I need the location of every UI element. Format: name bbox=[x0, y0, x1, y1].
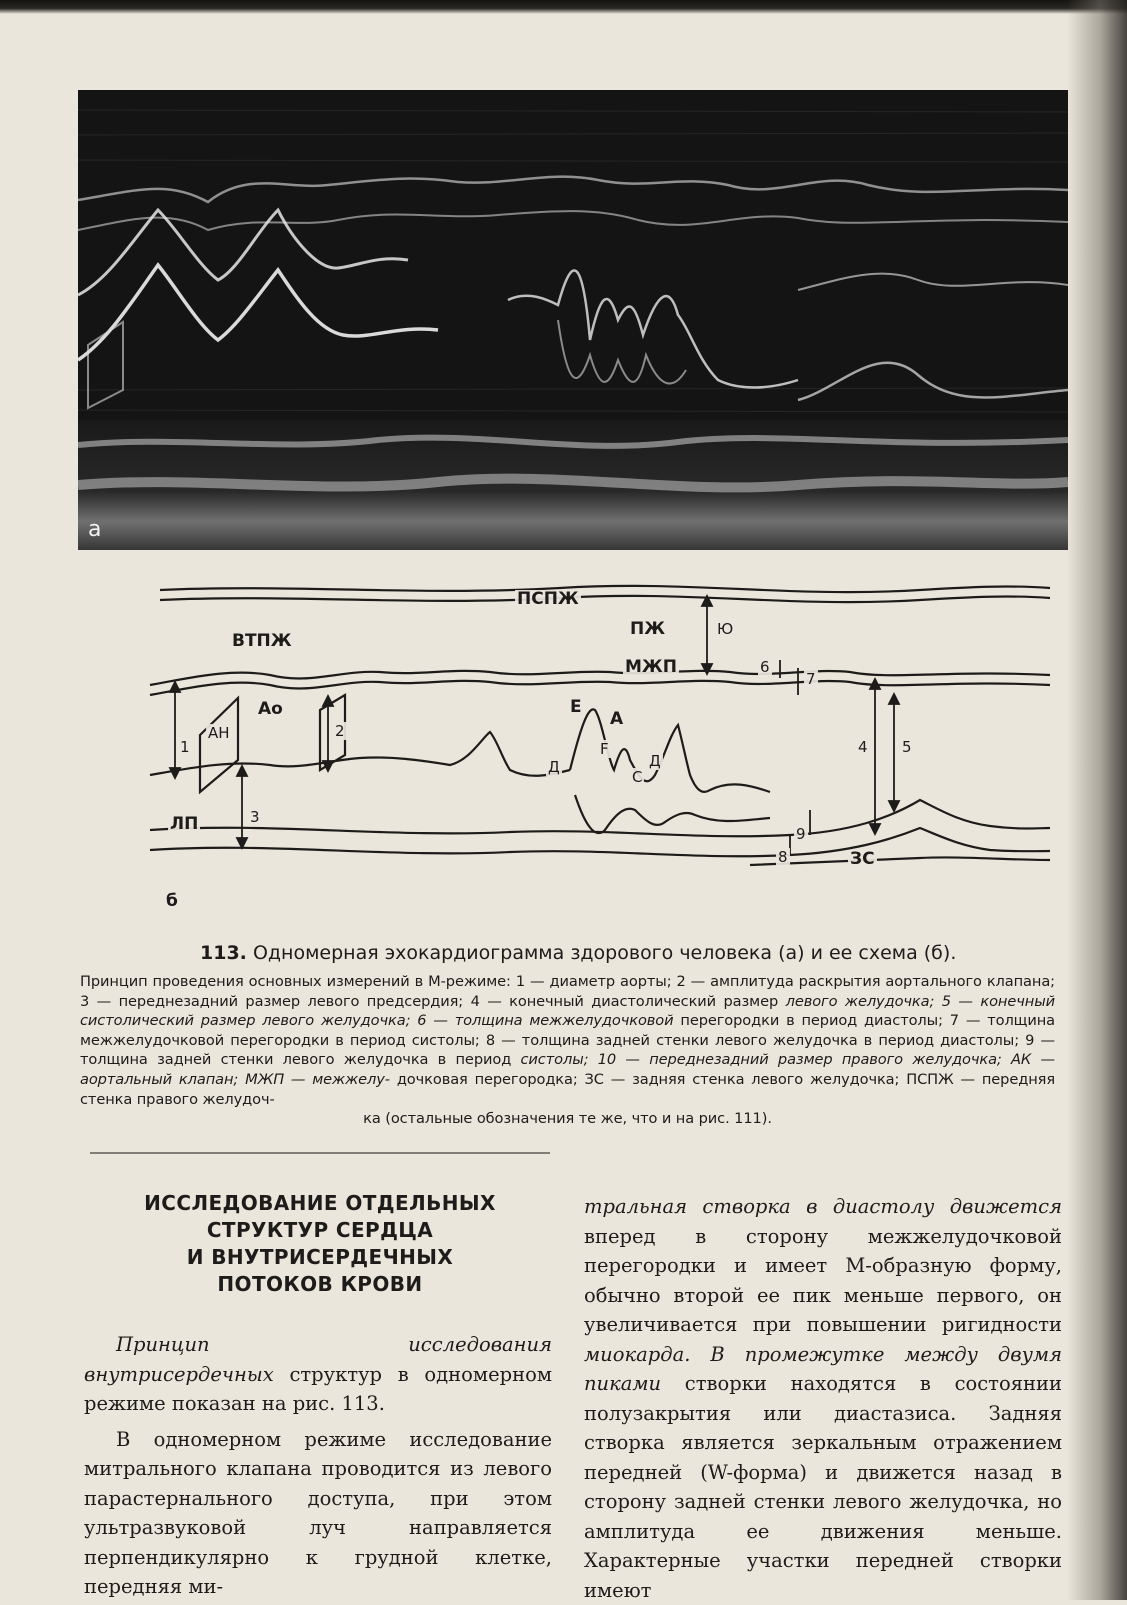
paragraph-1-text: структур в одномерном режиме показан на рис. 113. bbox=[84, 1362, 552, 1415]
page-top-edge bbox=[0, 0, 1127, 14]
right-italic-2: миокарда. В промежутке между двумя пиками bbox=[584, 1342, 1062, 1395]
right-text-2: створки находятся в состоянии полузакрытия или диастазиса. Задняя створка является зеркальным отражением передней (W-форма) и движется назад в сторону задней стенки левого желудочка, но амплитуда ее движения меньше. Характерные участки передней створки имеют bbox=[584, 1372, 1062, 1602]
section-heading bbox=[80, 1190, 560, 1298]
echocardiogram-photo bbox=[78, 90, 1068, 550]
label-pzh: ПЖ bbox=[630, 619, 666, 639]
label-mzhp: МЖП bbox=[625, 657, 677, 677]
label-4: 4 bbox=[858, 738, 868, 756]
label-ao: Ао bbox=[258, 699, 283, 719]
echo-scheme bbox=[90, 560, 1070, 930]
label-a: А bbox=[610, 709, 624, 729]
scheme-lines bbox=[90, 560, 1070, 930]
caption-italic-1: левого желудочка; 5 — конечный систолический размер левого желудочка; 6 — толщина межжелудочковой bbox=[80, 992, 1055, 1030]
caption-text-1: Принцип проведения основных измерений в М-режиме: 1 — диаметр аорты; 2 — амплитуда раскрытия аортального клапана; 3 — переднезадний размер левого предсердия; 4 — конечный диастолический размер bbox=[80, 973, 1055, 1010]
heading-line-2: СТРУКТУР СЕРДЦА bbox=[206, 1218, 434, 1242]
page-binding-shadow bbox=[1067, 0, 1127, 1600]
label-e: Е bbox=[570, 697, 582, 717]
caption-text-3: дочковая перегородка; ЗС — задняя стенка левого желудочка; ПСПЖ — передняя стенка правого желудоч- bbox=[80, 1070, 1055, 1108]
label-c: С bbox=[632, 768, 643, 786]
figure-caption-body bbox=[80, 972, 1055, 1129]
label-zs: ЗС bbox=[850, 849, 875, 869]
heading-line-4: ПОТОКОВ КРОВИ bbox=[217, 1272, 423, 1296]
paragraph-2: В одномерном режиме исследование митрального клапана проводится из левого парастернального доступа, при этом ультразвуковой луч направляется перпендикулярно к грудной клетке, передняя ми- bbox=[84, 1427, 552, 1598]
right-paragraph bbox=[584, 1192, 1062, 1605]
right-text-1: вперед в сторону межжелудочковой перегородки и имеет М-образную форму, обычно второй ее пик меньше первого, он увеличивается при повышении ригидности bbox=[584, 1224, 1062, 1336]
label-7: 7 bbox=[806, 670, 816, 688]
left-column bbox=[84, 1330, 552, 1602]
echo-traces bbox=[78, 90, 1068, 550]
label-pspzh: ПСПЖ bbox=[517, 589, 579, 609]
panel-b-label: б bbox=[166, 891, 178, 911]
figure-title: Одномерная эхокардиограмма здорового человека (а) и ее схема (б). bbox=[252, 942, 957, 964]
label-d-right: Д bbox=[649, 752, 661, 770]
label-9: 9 bbox=[796, 825, 806, 843]
label-lp: ЛП bbox=[170, 814, 199, 834]
column-divider bbox=[90, 1152, 550, 1154]
heading-line-1: ИССЛЕДОВАНИЕ ОТДЕЛЬНЫХ bbox=[144, 1191, 496, 1215]
figure-number: 113. bbox=[200, 942, 247, 964]
figure-caption-title bbox=[200, 942, 1000, 964]
caption-last-line: ка (остальные обозначения те же, что и на рис. 111). bbox=[363, 1110, 772, 1128]
paragraph-1 bbox=[84, 1330, 552, 1419]
caption-text-2: перегородки в период диастолы; 7 — толщина межжелудочковой перегородки в период систолы; 8 — толщина задней стенки левого желудочка в период диастолы; 9 — толщина задней стенки левого желудочка в период bbox=[80, 1012, 1055, 1069]
label-10: Ю bbox=[717, 620, 734, 638]
label-5: 5 bbox=[902, 738, 912, 756]
label-3: 3 bbox=[250, 808, 260, 826]
label-d-left: Д bbox=[548, 758, 560, 776]
label-vtpzh: ВТПЖ bbox=[232, 631, 292, 651]
panel-a-label: а bbox=[88, 517, 102, 542]
label-8: 8 bbox=[778, 848, 788, 866]
label-2: 2 bbox=[335, 722, 345, 740]
label-an: АН bbox=[208, 724, 230, 742]
heading-line-3: И ВНУТРИСЕРДЕЧНЫХ bbox=[186, 1245, 454, 1269]
right-column bbox=[584, 1192, 1062, 1605]
paragraph-1-italic: Принцип исследования внутрисердечных bbox=[84, 1333, 552, 1386]
label-6: 6 bbox=[760, 658, 770, 676]
caption-italic-2: систолы; 10 — переднезадний размер правого желудочка; АК — аортальный клапан; МЖП — межжелу- bbox=[80, 1051, 1055, 1088]
right-italic-1: тральная створка в диастолу движется bbox=[584, 1195, 1062, 1218]
label-f: F bbox=[600, 740, 609, 758]
label-1: 1 bbox=[180, 738, 190, 756]
